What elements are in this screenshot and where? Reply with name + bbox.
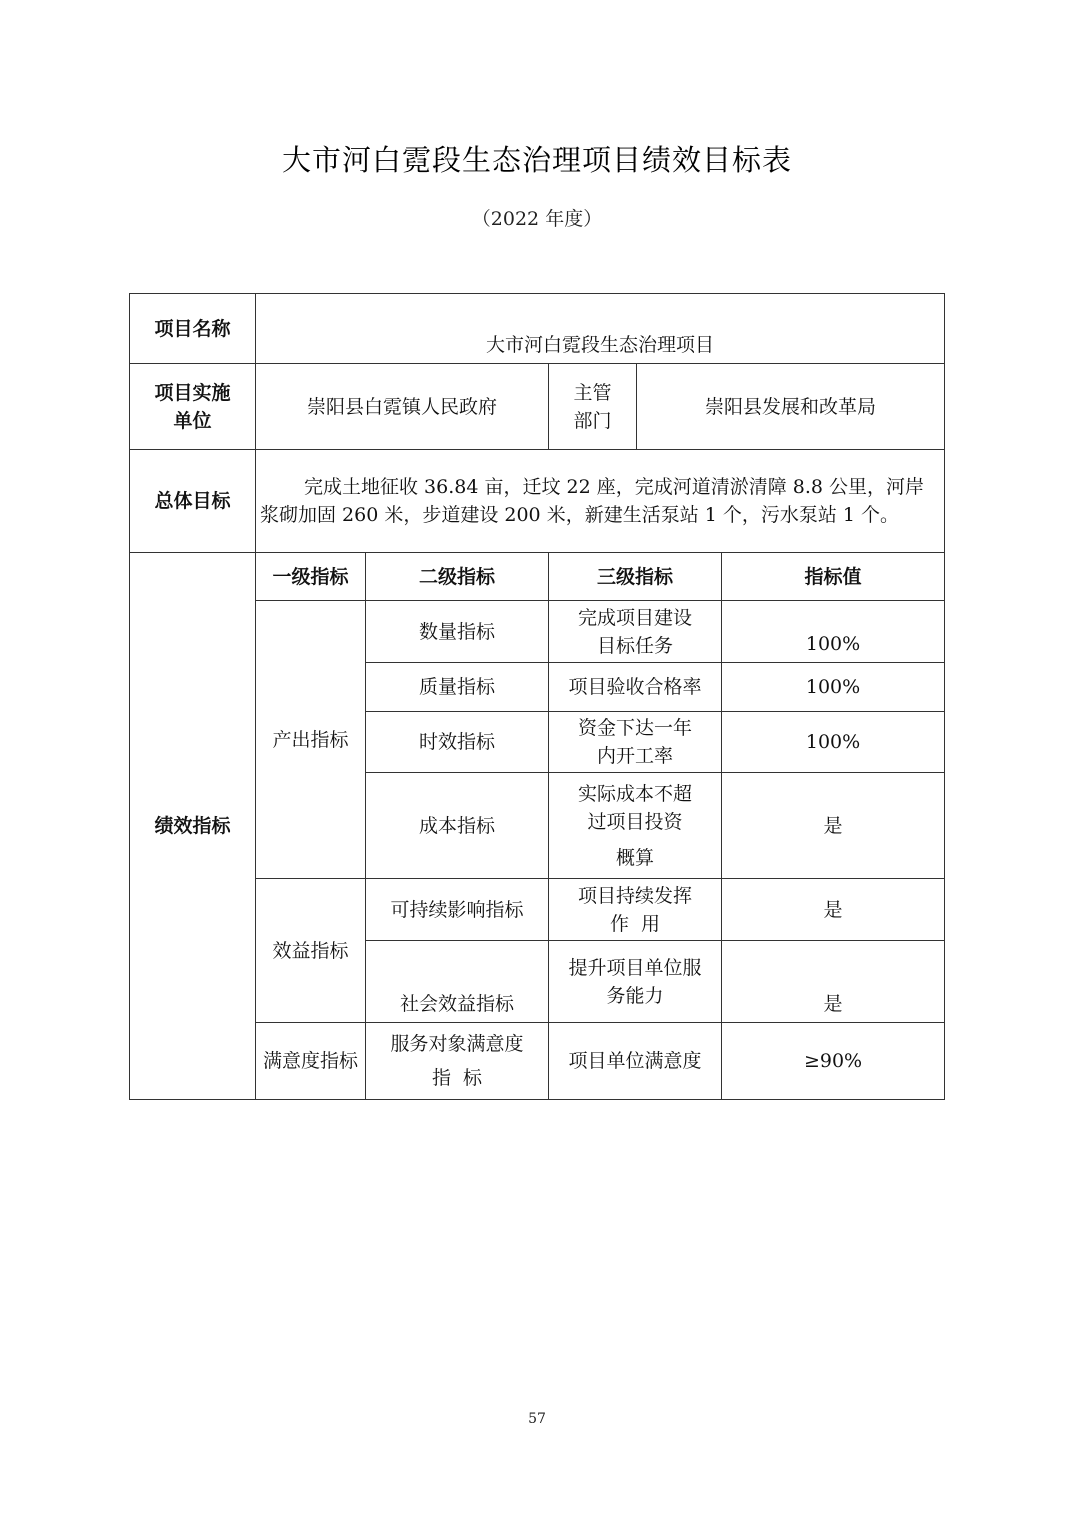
implementing-unit-label-line: 单位 — [173, 409, 212, 432]
level2-line: 服务对象满意度 — [390, 1033, 524, 1055]
header-level1: 一级指标 — [256, 553, 366, 601]
table-row — [130, 294, 945, 364]
header-level3: 三级指标 — [549, 553, 722, 601]
overall-goal-value: 完成土地征收 36.84 亩，迁坟 22 座，完成河道清淤清障 8.8 公里，河岸浆砌加固 260 米，步道建设 200 米，新建生活泵站 1 个，污水泵站 1 个。 — [256, 450, 945, 553]
level2-cell: 时效指标 — [366, 712, 549, 773]
level3-line: 务能力 — [606, 984, 664, 1007]
supervisor-label-line: 主管 — [573, 381, 612, 404]
implementing-unit-label-line: 项目实施 — [154, 381, 231, 404]
implementing-unit-label — [130, 364, 256, 450]
value-cell: ≥90% — [722, 1023, 945, 1100]
level3-line: 提升项目单位服 — [568, 956, 702, 979]
value-cell: 100% — [722, 601, 945, 663]
value-cell: 是 — [722, 941, 945, 1023]
performance-label: 绩效指标 — [130, 553, 256, 1100]
level3-cell — [549, 879, 722, 941]
header-level2: 二级指标 — [366, 553, 549, 601]
level3-line: 概算 — [615, 846, 654, 869]
table-row — [130, 364, 945, 450]
level2-line: 指 标 — [431, 1067, 483, 1089]
value-cell: 是 — [722, 773, 945, 879]
supervisor-value: 崇阳县发展和改革局 — [637, 364, 945, 450]
table-row — [130, 450, 945, 553]
level3-cell: 项目验收合格率 — [549, 663, 722, 712]
group-output: 产出指标 — [256, 601, 366, 879]
implementing-unit-value: 崇阳县白霓镇人民政府 — [256, 364, 549, 450]
group-satisfaction: 满意度指标 — [256, 1023, 366, 1100]
supervisor-label-line: 部门 — [573, 409, 612, 432]
level3-line: 实际成本不超 — [577, 782, 692, 805]
level2-cell — [366, 1023, 549, 1100]
level3-cell: 项目单位满意度 — [549, 1023, 722, 1100]
value-cell: 100% — [722, 663, 945, 712]
overall-goal-label: 总体目标 — [130, 450, 256, 553]
project-name-value: 大市河白霓段生态治理项目 — [256, 294, 945, 364]
performance-table — [129, 293, 945, 1100]
level3-cell — [549, 712, 722, 773]
level3-line: 作 用 — [609, 912, 661, 935]
value-cell: 是 — [722, 879, 945, 941]
project-name-label: 项目名称 — [130, 294, 256, 364]
level2-cell: 成本指标 — [366, 773, 549, 879]
level3-cell — [549, 773, 722, 879]
level3-cell — [549, 941, 722, 1023]
header-value: 指标值 — [722, 553, 945, 601]
level3-line: 目标任务 — [596, 634, 673, 657]
level3-cell — [549, 601, 722, 663]
level2-cell: 质量指标 — [366, 663, 549, 712]
level2-cell: 可持续影响指标 — [366, 879, 549, 941]
supervisor-label — [549, 364, 637, 450]
table-header-row — [130, 553, 945, 601]
group-benefit: 效益指标 — [256, 879, 366, 1023]
page-number: 57 — [528, 1411, 546, 1427]
level3-line: 项目持续发挥 — [577, 884, 692, 907]
level2-cell: 数量指标 — [366, 601, 549, 663]
level3-line: 完成项目建设 — [577, 606, 692, 629]
level2-cell: 社会效益指标 — [366, 941, 549, 1023]
page-subtitle: （2022 年度） — [471, 208, 603, 230]
level3-line: 资金下达一年 — [577, 717, 692, 739]
level3-line: 内开工率 — [596, 745, 673, 767]
value-cell: 100% — [722, 712, 945, 773]
level3-line: 过项目投资 — [587, 810, 683, 833]
page-title: 大市河白霓段生态治理项目绩效目标表 — [281, 143, 792, 177]
